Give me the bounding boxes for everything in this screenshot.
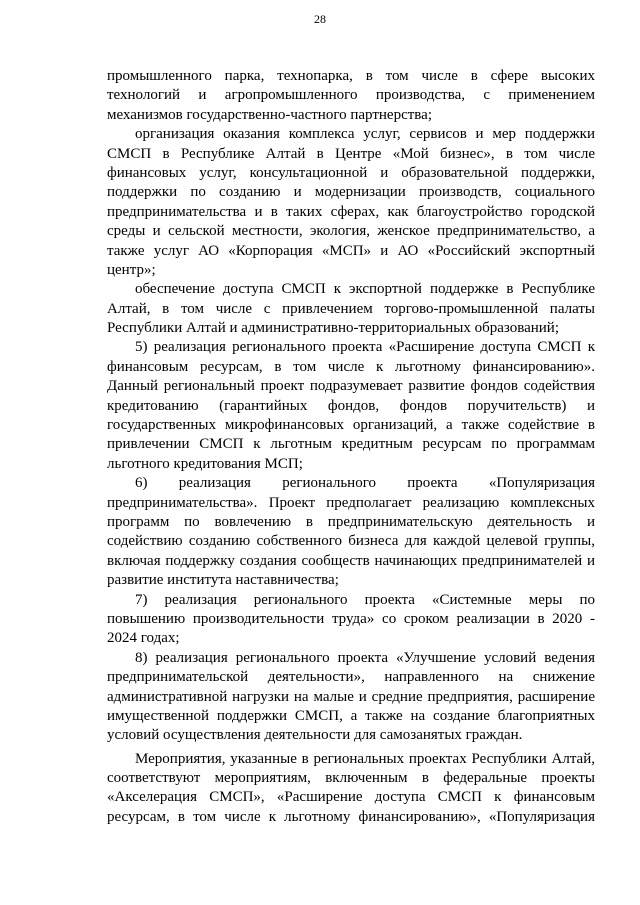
text-line: привлечении СМСП к льготным кредитным ресурсам по программам (107, 436, 595, 453)
text-line: финансовым ресурсам, в том числе к льготному финансированию». (107, 358, 595, 375)
text-line: технологий и агропромышленного производства, с применением (107, 87, 595, 104)
text-line: механизмов государственно-частного партнерства; (107, 106, 432, 123)
text-line: промышленного парка, технопарка, в том числе в сфере высоких (107, 68, 595, 84)
text-line: 5) реализация регионального проекта «Расширение доступа СМСП к (135, 339, 595, 356)
text-line: также услуг АО «Корпорация «МСП» и АО «Российский экспортный (107, 242, 595, 259)
text-line: включая поддержку создания сообществ начинающих предпринимателей и (107, 552, 595, 569)
text-line: обеспечение доступа СМСП к экспортной поддержке в Республике (135, 281, 595, 298)
text-line: соответствуют мероприятиям, включенным в федеральные проекты (107, 770, 595, 787)
text-line: предпринимательства и в таких сферах, как благоустройство городской (107, 203, 595, 220)
document-body (107, 67, 595, 827)
text-line: среды и сельской местности, экология, женское предпринимательство, а (107, 223, 595, 240)
text-line: льготного кредитования МСП; (107, 455, 303, 472)
text-line: 7) реализация регионального проекта «Системные меры по (135, 591, 595, 608)
text-line: 8) реализация регионального проекта «Улучшение условий ведения (135, 649, 595, 666)
page-number: 28 (314, 12, 326, 26)
text-line: развитие института наставничества; (107, 572, 339, 589)
text-line: 2024 годах; (107, 630, 180, 647)
text-line: «Акселерация СМСП», «Расширение доступа СМСП к финансовым (107, 789, 595, 806)
text-line: Республики Алтай и административно-территориальных образований; (107, 320, 559, 337)
text-line: Алтай, в том числе с привлечением торгово-промышленной палаты (107, 300, 595, 317)
text-line: финансовых услуг, консультационной и образовательной поддержки, (107, 164, 595, 181)
text-line: имущественной поддержки СМСП, а также на создание благоприятных (107, 707, 595, 724)
text-line: содействию созданию собственного бизнеса для каждой целевой группы, (107, 533, 595, 550)
text-line: центр»; (107, 261, 156, 278)
text-line: ресурсам, в том числе к льготному финансированию», «Популяризация (107, 808, 595, 825)
text-line: государственных микрофинансовых организаций, а также содействие в (107, 417, 595, 434)
text-line: административной нагрузки на малые и средние предприятия, расширение (107, 688, 595, 705)
text-line: предпринимательства». Проект предполагает реализацию комплексных (107, 494, 595, 511)
text-line: поддержки по созданию и модернизации производств, социального (107, 184, 595, 201)
text-line: Мероприятия, указанные в региональных проектах Республики Алтай, (135, 750, 595, 767)
text-line: условий осуществления деятельности для самозанятых граждан. (107, 727, 523, 744)
text-line: кредитованию (гарантийных фондов, фондов поручительств) и (107, 397, 595, 414)
text-line: организация оказания комплекса услуг, сервисов и мер поддержки (135, 126, 595, 143)
text-line: Данный региональный проект подразумевает развитие фондов содействия (107, 378, 595, 395)
text-line: программ по вовлечению в предпринимательскую деятельность и (107, 513, 595, 530)
text-line: повышению производительности труда» со сроком реализации в 2020 - (107, 610, 595, 627)
text-line: СМСП в Республике Алтай в Центре «Мой бизнес», в том числе (107, 145, 595, 162)
text-line: предпринимательской деятельности», направленного на снижение (107, 669, 595, 686)
text-line: 6) реализация регионального проекта «Популяризация (135, 475, 595, 492)
